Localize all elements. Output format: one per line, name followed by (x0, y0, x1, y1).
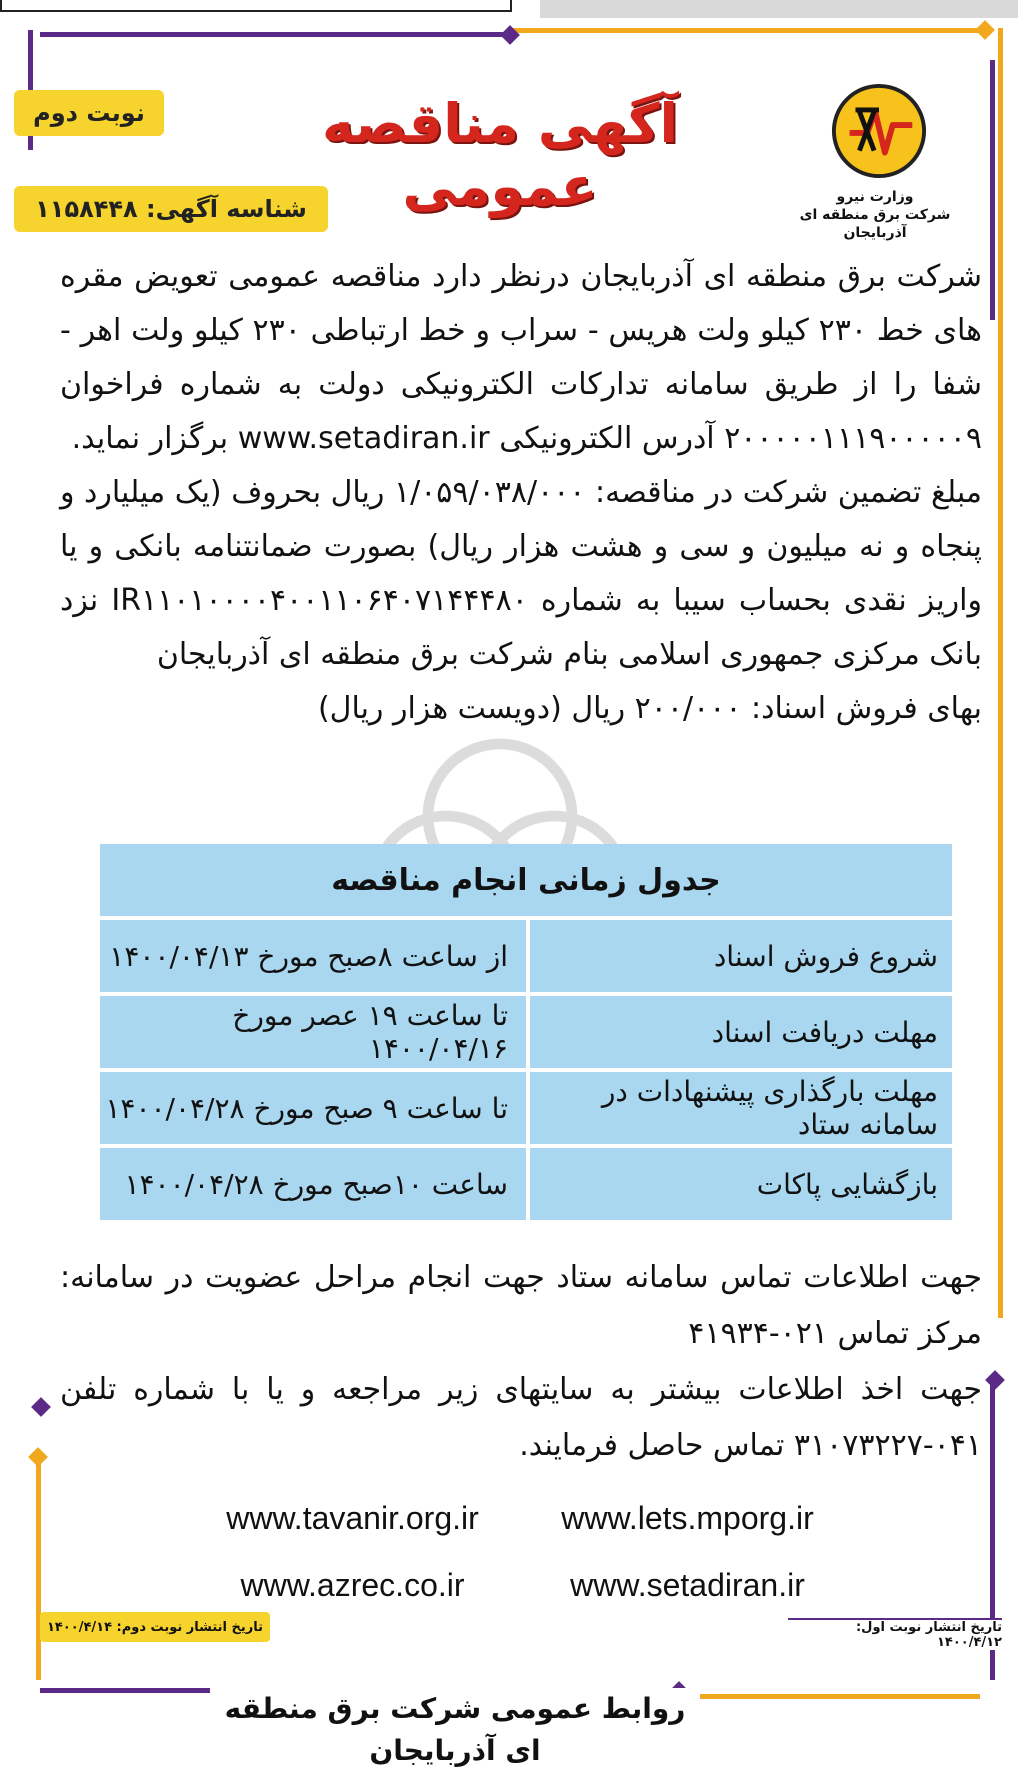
company-logo-icon (830, 82, 928, 180)
table-row (100, 1072, 952, 1148)
row-value: از ساعت ۸صبح مورخ ۱۴۰۰/۰۴/۱۳ (109, 939, 508, 973)
site-link-lets[interactable]: www.lets.mporg.ir (561, 1500, 814, 1536)
frame-diamond (985, 1370, 1005, 1390)
schedule-table-title: جدول زمانی انجام مناقصه (100, 844, 952, 920)
frame-line (998, 28, 1003, 1318)
tender-url-link[interactable]: www.setadiran.ir (237, 421, 490, 456)
paragraph-guarantee: مبلغ تضمین شرکت در مناقصه: ۱/۰۵۹/۰۳۸/۰۰۰ ریال بحروف (یک میلیارد و پنجاه و نه میلیون و سی و هشت هزار ریال) بصورت ضمانتنامه بانکی و یا واریز نقدی بحساب سیبا به شماره IR۱۱۰۱۰۰۰۰۴۰۰۱۱۰۶۴۰۷۱۴۴۴۸۰ نزد بانک مرکزی جمهوری اسلامی بنام شرکت برق منطقه ای آذربایجان (60, 475, 982, 672)
contact-info (60, 1250, 982, 1474)
row-label: شروع فروش اسناد (526, 920, 952, 992)
paragraph-doc-price: بهای فروش اسناد: ۲۰۰/۰۰۰ ریال (دویست هزار ریال) (317, 691, 982, 726)
tender-description: شرکت برق منطقه ای آذربایجان درنظر دارد مناقصه عمومی تعویض مقره های خط ۲۳۰ کیلو ولت هریس - سراب و خط ارتباطی ۲۳۰ کیلو ولت اهر - شفا را از طریق سامانه تدارکات الکترونیکی دولت به شماره فراخوان ۲۰۰۰۰۰۱۱۱۹۰۰۰۰۰۹ آدرس الکترونیکی (60, 259, 982, 456)
frame-line (990, 60, 995, 320)
paragraph-tender (60, 250, 982, 466)
website-list (200, 1500, 840, 1604)
site-link-tavanir[interactable]: www.tavanir.org.ir (226, 1500, 479, 1536)
round-badge: نوبت دوم (14, 90, 164, 136)
tender-description-end: برگزار نماید. (71, 421, 229, 456)
page-title: آگهی مناقصه عمومی (321, 92, 679, 218)
frame-diamond (28, 1447, 48, 1467)
footer-public-relations: روابط عمومی شرکت برق منطقه ای آذربایجان (210, 1688, 700, 1730)
top-box (0, 0, 512, 12)
row-value: تا ساعت ۹ صبح مورخ ۱۴۰۰/۰۴/۲۸ (105, 1091, 508, 1125)
table-row (100, 1148, 952, 1220)
row-label: مهلت دریافت اسناد (526, 996, 952, 1068)
table-row (100, 996, 952, 1072)
publication-date-second: تاریخ انتشار نوبت دوم: ۱۴۰۰/۴/۱۴ (40, 1612, 270, 1642)
contact-setad: جهت اطلاعات تماس سامانه ستاد جهت انجام مراحل عضویت در سامانه: مرکز تماس ۰۲۱-۴۱۹۳۴ (60, 1260, 982, 1351)
frame-line (36, 1450, 41, 1680)
frame-diamond (31, 1397, 51, 1417)
ministry-name: وزارت نیرو (836, 189, 914, 205)
row-label: مهلت بارگذاری پیشنهادات در سامانه ستاد (526, 1072, 952, 1144)
row-value: ساعت ۱۰صبح مورخ ۱۴۰۰/۰۴/۲۸ (124, 1167, 508, 1201)
ministry-caption (770, 188, 980, 242)
site-link-setadiran[interactable]: www.setadiran.ir (570, 1567, 805, 1603)
frame-line (40, 32, 510, 37)
schedule-table (100, 844, 952, 1220)
contact-phone: جهت اخذ اطلاعات بیشتر به سایتهای زیر مراجعه و یا با شماره تلفن ۰۴۱-۳۱۰۷۳۲۲۷ تماس حاصل فرمایند. (60, 1372, 982, 1463)
ad-id-badge: شناسه آگهی: ۱۱۵۸۴۴۸ (14, 186, 328, 232)
row-label: بازگشایی پاکات (526, 1148, 952, 1220)
frame-line (510, 28, 980, 33)
publication-date-first: تاریخ انتشار نوبت اول: ۱۴۰۰/۴/۱۲ (788, 1618, 1002, 1650)
frame-diamond (975, 20, 995, 40)
top-gray-strip (540, 0, 1018, 18)
row-value: تا ساعت ۱۹ عصر مورخ ۱۴۰۰/۰۴/۱۶ (232, 999, 508, 1065)
table-row (100, 920, 952, 996)
company-name: شرکت برق منطقه ای آذربایجان (799, 207, 951, 241)
frame-line (680, 1694, 980, 1699)
notice-body (60, 250, 982, 736)
site-link-azrec[interactable]: www.azrec.co.ir (240, 1567, 465, 1603)
